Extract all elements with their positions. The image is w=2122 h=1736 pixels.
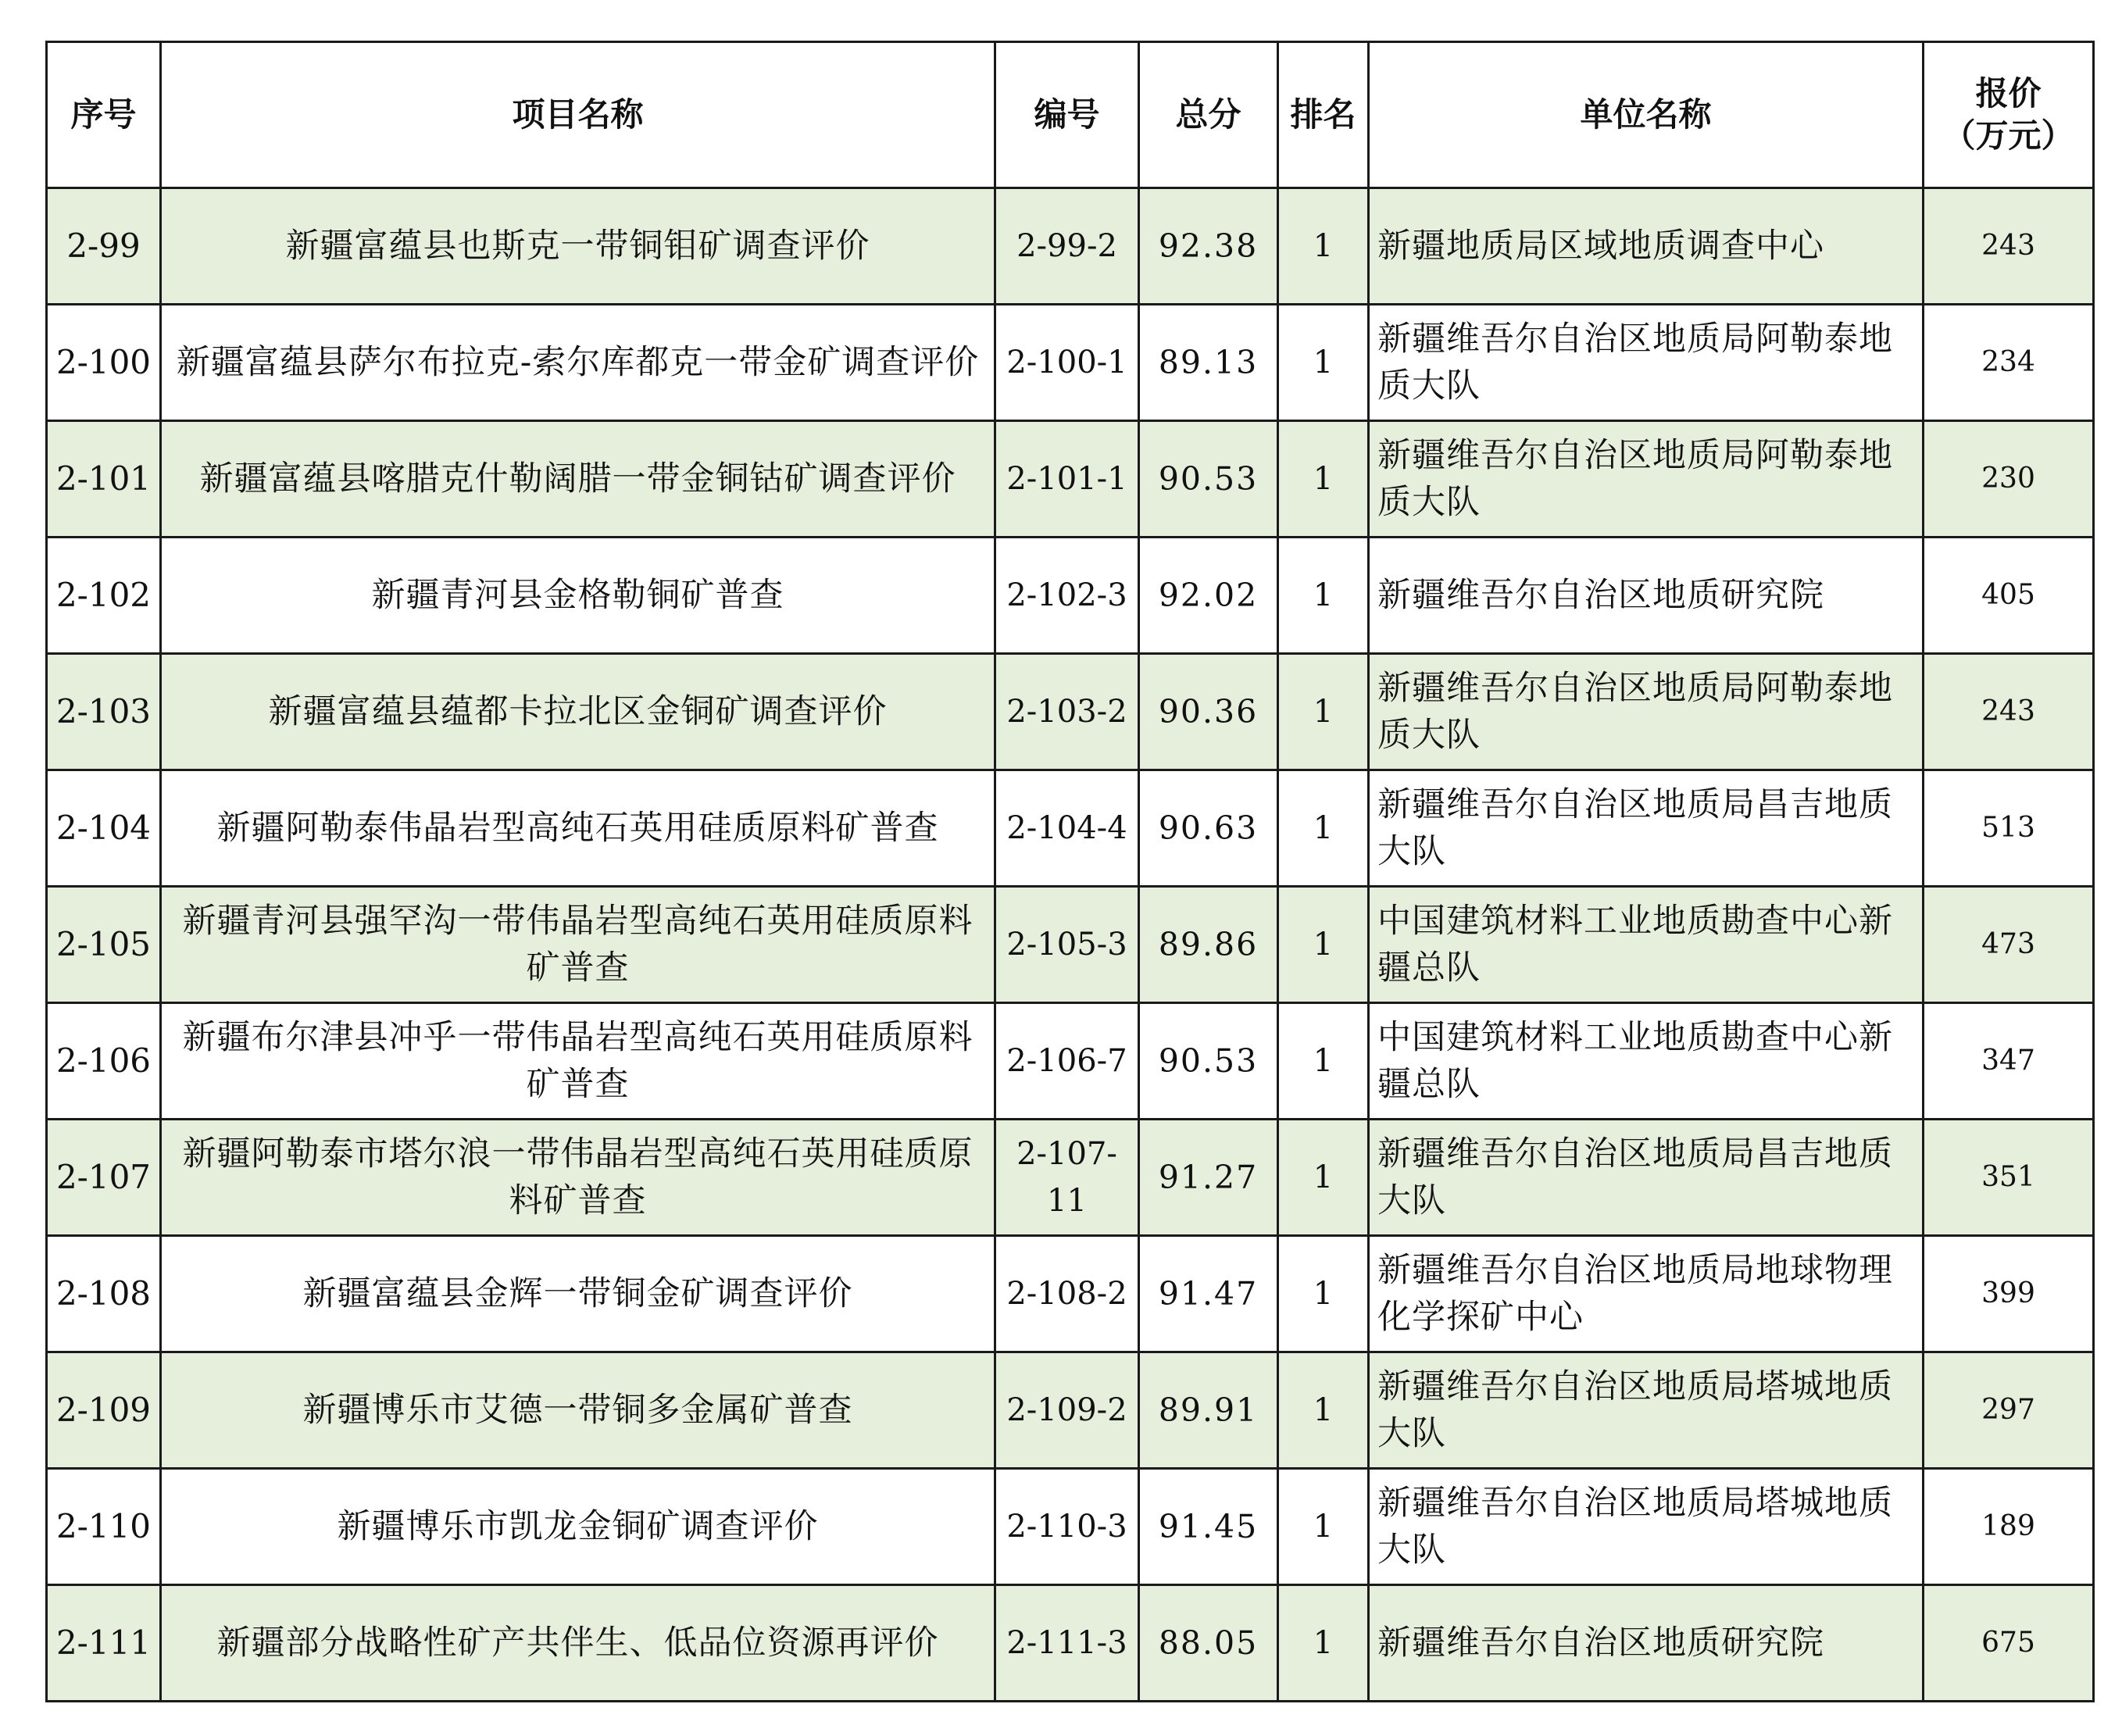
cell-unit-name: 新疆维吾尔自治区地质局地球物理化学探矿中心: [1369, 1236, 1924, 1352]
cell-code: 2-105-3: [995, 887, 1139, 1003]
cell-unit-name: 中国建筑材料工业地质勘查中心新疆总队: [1369, 887, 1924, 1003]
cell-rank: 1: [1278, 1585, 1369, 1702]
table-row: [47, 538, 2094, 654]
cell-price: 675: [1924, 1585, 2094, 1702]
cell-code: 2-103-2: [995, 654, 1139, 770]
cell-unit-name: 新疆维吾尔自治区地质研究院: [1369, 1585, 1924, 1702]
cell-rank: 1: [1278, 1469, 1369, 1585]
cell-seq: 2-109: [47, 1352, 161, 1469]
cell-price: 234: [1924, 305, 2094, 421]
cell-price: 297: [1924, 1352, 2094, 1469]
cell-seq: 2-103: [47, 654, 161, 770]
cell-rank: 1: [1278, 1120, 1369, 1236]
cell-price: 399: [1924, 1236, 2094, 1352]
cell-total-score: 89.86: [1139, 887, 1278, 1003]
cell-project-name: 新疆富蕴县也斯克一带铜钼矿调查评价: [161, 188, 995, 305]
cell-seq: 2-100: [47, 305, 161, 421]
header-rank: 排名: [1278, 42, 1369, 188]
cell-project-name: 新疆阿勒泰伟晶岩型高纯石英用硅质原料矿普查: [161, 770, 995, 887]
cell-unit-name: 新疆维吾尔自治区地质局阿勒泰地质大队: [1369, 654, 1924, 770]
header-price-unit: （万元）: [1942, 116, 2074, 155]
table-header: [47, 42, 2094, 188]
cell-code: 2-102-3: [995, 538, 1139, 654]
cell-total-score: 91.45: [1139, 1469, 1278, 1585]
cell-price: 189: [1924, 1469, 2094, 1585]
cell-seq: 2-99: [47, 188, 161, 305]
header-price-label: 报价: [1975, 74, 2042, 113]
cell-total-score: 90.63: [1139, 770, 1278, 887]
table-row: [47, 421, 2094, 538]
header-project-name: 项目名称: [161, 42, 995, 188]
cell-project-name: 新疆博乐市凯龙金铜矿调查评价: [161, 1469, 995, 1585]
table-row: [47, 1352, 2094, 1469]
table-row: [47, 1120, 2094, 1236]
cell-project-name: 新疆富蕴县蕴都卡拉北区金铜矿调查评价: [161, 654, 995, 770]
cell-rank: 1: [1278, 887, 1369, 1003]
cell-total-score: 89.91: [1139, 1352, 1278, 1469]
cell-seq: 2-106: [47, 1003, 161, 1120]
cell-unit-name: 新疆维吾尔自治区地质局阿勒泰地质大队: [1369, 421, 1924, 538]
cell-total-score: 88.05: [1139, 1585, 1278, 1702]
table-row: [47, 1003, 2094, 1120]
cell-project-name: 新疆青河县金格勒铜矿普查: [161, 538, 995, 654]
cell-project-name: 新疆布尔津县冲乎一带伟晶岩型高纯石英用硅质原料矿普查: [161, 1003, 995, 1120]
cell-code: 2-111-3: [995, 1585, 1139, 1702]
header-row: [47, 42, 2094, 188]
cell-price: 405: [1924, 538, 2094, 654]
cell-seq: 2-102: [47, 538, 161, 654]
cell-code: 2-108-2: [995, 1236, 1139, 1352]
cell-unit-name: 新疆维吾尔自治区地质局塔城地质大队: [1369, 1352, 1924, 1469]
cell-unit-name: 新疆维吾尔自治区地质局昌吉地质大队: [1369, 770, 1924, 887]
cell-seq: 2-110: [47, 1469, 161, 1585]
cell-seq: 2-104: [47, 770, 161, 887]
cell-rank: 1: [1278, 1236, 1369, 1352]
header-seq: 序号: [47, 42, 161, 188]
cell-rank: 1: [1278, 654, 1369, 770]
cell-project-name: 新疆富蕴县喀腊克什勒阔腊一带金铜钴矿调查评价: [161, 421, 995, 538]
cell-total-score: 92.02: [1139, 538, 1278, 654]
cell-price: 473: [1924, 887, 2094, 1003]
cell-code: 2-100-1: [995, 305, 1139, 421]
cell-price: 347: [1924, 1003, 2094, 1120]
cell-project-name: 新疆富蕴县萨尔布拉克-索尔库都克一带金矿调查评价: [161, 305, 995, 421]
table-row: [47, 1585, 2094, 1702]
cell-total-score: 91.27: [1139, 1120, 1278, 1236]
cell-code: 2-110-3: [995, 1469, 1139, 1585]
cell-code: 2-109-2: [995, 1352, 1139, 1469]
cell-seq: 2-111: [47, 1585, 161, 1702]
cell-unit-name: 新疆地质局区域地质调查中心: [1369, 188, 1924, 305]
header-total-score: 总分: [1139, 42, 1278, 188]
cell-total-score: 89.13: [1139, 305, 1278, 421]
cell-code: 2-104-4: [995, 770, 1139, 887]
cell-rank: 1: [1278, 1003, 1369, 1120]
cell-price: 243: [1924, 654, 2094, 770]
cell-rank: 1: [1278, 305, 1369, 421]
cell-seq: 2-108: [47, 1236, 161, 1352]
cell-unit-name: 新疆维吾尔自治区地质研究院: [1369, 538, 1924, 654]
cell-code: 2-106-7: [995, 1003, 1139, 1120]
cell-unit-name: 中国建筑材料工业地质勘查中心新疆总队: [1369, 1003, 1924, 1120]
cell-code: 2-99-2: [995, 188, 1139, 305]
cell-total-score: 91.47: [1139, 1236, 1278, 1352]
cell-rank: 1: [1278, 188, 1369, 305]
cell-total-score: 90.36: [1139, 654, 1278, 770]
cell-project-name: 新疆青河县强罕沟一带伟晶岩型高纯石英用硅质原料矿普查: [161, 887, 995, 1003]
cell-total-score: 90.53: [1139, 1003, 1278, 1120]
cell-unit-name: 新疆维吾尔自治区地质局昌吉地质大队: [1369, 1120, 1924, 1236]
table-body: [47, 188, 2094, 1702]
cell-project-name: 新疆阿勒泰市塔尔浪一带伟晶岩型高纯石英用硅质原料矿普查: [161, 1120, 995, 1236]
cell-total-score: 90.53: [1139, 421, 1278, 538]
cell-code: 2-101-1: [995, 421, 1139, 538]
cell-rank: 1: [1278, 1352, 1369, 1469]
table-row: [47, 1469, 2094, 1585]
cell-project-name: 新疆富蕴县金辉一带铜金矿调查评价: [161, 1236, 995, 1352]
cell-code: 2-107-11: [995, 1120, 1139, 1236]
cell-price: 513: [1924, 770, 2094, 887]
cell-total-score: 92.38: [1139, 188, 1278, 305]
table-row: [47, 1236, 2094, 1352]
cell-unit-name: 新疆维吾尔自治区地质局塔城地质大队: [1369, 1469, 1924, 1585]
cell-unit-name: 新疆维吾尔自治区地质局阿勒泰地质大队: [1369, 305, 1924, 421]
header-unit-name: 单位名称: [1369, 42, 1924, 188]
cell-price: 243: [1924, 188, 2094, 305]
table-row: [47, 305, 2094, 421]
header-price: [1924, 42, 2094, 188]
cell-project-name: 新疆部分战略性矿产共伴生、低品位资源再评价: [161, 1585, 995, 1702]
header-code: 编号: [995, 42, 1139, 188]
results-sheet: [45, 41, 2095, 1702]
cell-rank: 1: [1278, 421, 1369, 538]
results-table: [45, 41, 2095, 1702]
table-row: [47, 654, 2094, 770]
cell-seq: 2-107: [47, 1120, 161, 1236]
table-row: [47, 188, 2094, 305]
cell-project-name: 新疆博乐市艾德一带铜多金属矿普查: [161, 1352, 995, 1469]
cell-price: 351: [1924, 1120, 2094, 1236]
cell-price: 230: [1924, 421, 2094, 538]
table-row: [47, 887, 2094, 1003]
table-row: [47, 770, 2094, 887]
cell-seq: 2-101: [47, 421, 161, 538]
cell-rank: 1: [1278, 538, 1369, 654]
cell-seq: 2-105: [47, 887, 161, 1003]
cell-rank: 1: [1278, 770, 1369, 887]
